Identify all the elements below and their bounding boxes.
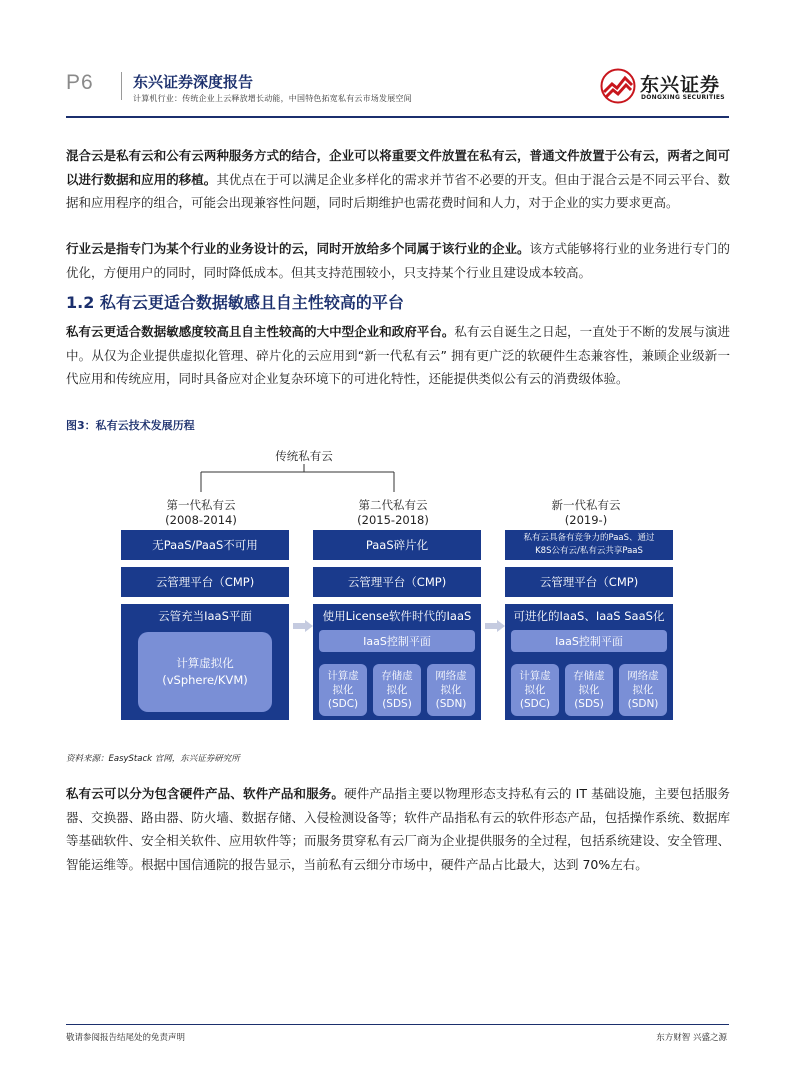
paragraph-industry-cloud bbox=[66, 237, 730, 284]
sub-abbr: (SDN) bbox=[627, 698, 659, 710]
logo-english-text: DONGXING SECURITIES bbox=[641, 94, 725, 101]
gen3-cmp-box: 云管理平台（CMP) bbox=[505, 567, 673, 597]
sub-label: 拟化 bbox=[386, 684, 408, 696]
gen3-compute-virtualization bbox=[511, 664, 559, 716]
page-number: P6 bbox=[66, 71, 94, 94]
sub-abbr: (SDS) bbox=[574, 698, 604, 710]
sub-label: 拟化 bbox=[332, 684, 354, 696]
sub-abbr: (SDC) bbox=[327, 698, 359, 710]
sub-abbr: (SDS) bbox=[382, 698, 412, 710]
footer-slogan: 东方财智 兴盛之源 bbox=[656, 1033, 727, 1043]
sub-label: 拟化 bbox=[632, 684, 654, 696]
report-subtitle: 计算机行业：传统企业上云释放增长动能，中国特色拓宽私有云市场发展空间 bbox=[133, 94, 412, 103]
gen2-paas-box: PaaS碎片化 bbox=[313, 530, 481, 560]
sub-label: 拟化 bbox=[440, 684, 462, 696]
gen3-network-virtualization bbox=[619, 664, 667, 716]
sub-label: 网络虚 bbox=[435, 670, 467, 682]
gen1-iaas-panel bbox=[121, 604, 289, 720]
paragraph-lead: 私有云更适合数据敏感度较高且自主性较高的大中型企业和政府平台。 bbox=[66, 324, 455, 339]
gen3-years: (2019-) bbox=[564, 513, 608, 527]
sub-label: 存储虚 bbox=[381, 670, 413, 682]
gen1-paas-box: 无PaaS/PaaS不可用 bbox=[121, 530, 289, 560]
gen1-cmp-box: 云管理平台（CMP) bbox=[121, 567, 289, 597]
paragraph-body: 其优点在于可以满足企业多样化的需求并节省不必要的开支。但由于混合云是不同云平台、数据和应用程序的组合，可能会出现兼容性问题，同时后期维护也需花费时间和人力，对于企业的实力要求更高。 bbox=[66, 171, 730, 210]
header-divider bbox=[121, 72, 122, 100]
company-logo bbox=[600, 66, 730, 106]
figure-title: 图3：私有云技术发展历程 bbox=[66, 419, 195, 432]
paragraph-private-cloud-segments bbox=[66, 782, 730, 876]
gen2-storage-virtualization bbox=[373, 664, 421, 716]
gen2-years: (2015-2018) bbox=[357, 513, 429, 527]
gen2-name: 第二代私有云 bbox=[358, 498, 428, 512]
paragraph-lead: 私有云可以分为包含硬件产品、软件产品和服务。 bbox=[66, 786, 345, 801]
sub-label: 计算虚 bbox=[327, 670, 359, 682]
gen3-iaas-title: 可进化的IaaS、IaaS SaaS化 bbox=[513, 609, 665, 623]
header-rule bbox=[66, 116, 729, 118]
logo-mark-icon bbox=[600, 68, 636, 104]
figure-source: 资料来源：EasyStack 官网，东兴证券研究所 bbox=[66, 754, 240, 764]
gen3-name: 新一代私有云 bbox=[551, 498, 621, 512]
footer-rule bbox=[66, 1024, 729, 1025]
gen3-paas-line1: 私有云具备有竞争力的PaaS、通过 bbox=[523, 533, 655, 543]
gen3-control-plane: IaaS控制平面 bbox=[511, 630, 667, 652]
gen1-name: 第一代私有云 bbox=[166, 498, 236, 512]
paragraph-lead: 混合云是私有云和公有云两种服务方式的结合，企业可以将重要文件放置在私有云，普通文件放置于公有云，两者之间可以进行数据和应用的移植。 bbox=[66, 148, 730, 187]
gen1-virtualization-label: 计算虚拟化 bbox=[176, 656, 234, 670]
gen2-compute-virtualization bbox=[319, 664, 367, 716]
sub-label: 拟化 bbox=[524, 684, 546, 696]
sub-abbr: (SDN) bbox=[435, 698, 467, 710]
sub-label: 拟化 bbox=[578, 684, 600, 696]
logo-text: 东兴证券 bbox=[640, 74, 721, 96]
report-title: 东兴证券深度报告 bbox=[133, 73, 254, 91]
paragraph-lead: 行业云是指专门为某个行业的业务设计的云，同时开放给多个同属于该行业的企业。 bbox=[66, 241, 530, 256]
paragraph-hybrid-cloud bbox=[66, 144, 730, 215]
gen2-iaas-panel bbox=[313, 604, 481, 720]
gen3-storage-virtualization bbox=[565, 664, 613, 716]
arrow-right-icon bbox=[293, 620, 313, 632]
sub-label: 计算虚 bbox=[519, 670, 551, 682]
paragraph-private-cloud bbox=[66, 320, 730, 391]
traditional-private-cloud-label: 传统私有云 bbox=[275, 449, 333, 463]
sub-abbr: (SDC) bbox=[519, 698, 551, 710]
gen1-iaas-title: 云管充当IaaS平面 bbox=[158, 609, 252, 623]
paragraph-body: 私有云自诞生之日起，一直处于不断的发展与演进中。从仅为企业提供虚拟化管理、碎片化的云应用到“新一代私有云” 拥有更广泛的软硬件生态兼容性，兼顾企业级新一代应用和传统应用，同时具备应对企业复杂环境下的可进化特性，还能提供类似公有云的消费级体验。 bbox=[66, 324, 730, 386]
gen2-iaas-title: 使用License软件时代的IaaS bbox=[322, 609, 472, 623]
gen2-control-plane: IaaS控制平面 bbox=[319, 630, 475, 652]
sub-label: 网络虚 bbox=[627, 670, 659, 682]
gen1-virtualization-detail: (vSphere/KVM) bbox=[162, 673, 248, 687]
paragraph-body: 硬件产品指主要以物理形态支持私有云的 IT 基础设施，主要包括服务器、交换器、路由器、防火墙、数据存储、入侵检测设备等；软件产品指私有云的软件形态产品，包括操作系统、数据库等基础软件、安全相关软件、应用软件等；而服务贯穿私有云厂商为企业提供服务的全过程，包括系统建设、安全管理、智能运维等。根据中国信通院的报告显示，当前私有云细分市场中，硬件产品占比最大，达到 70%左右。 bbox=[66, 786, 730, 872]
section-heading: 1.2 私有云更适合数据敏感且自主性较高的平台 bbox=[66, 293, 404, 312]
footer-disclaimer: 敬请参阅报告结尾处的免责声明 bbox=[66, 1033, 186, 1043]
gen3-iaas-panel bbox=[505, 604, 673, 720]
gen2-network-virtualization bbox=[427, 664, 475, 716]
sub-label: 存储虚 bbox=[573, 670, 605, 682]
gen3-paas-box bbox=[505, 530, 673, 560]
gen1-years: (2008-2014) bbox=[165, 513, 237, 527]
paragraph-body: 该方式能够将行业的业务进行专门的优化，方便用户的同时，同时降低成本。但其支持范围较小，只支持某个行业且建设成本较高。 bbox=[66, 241, 730, 280]
arrow-right-icon bbox=[485, 620, 505, 632]
gen1-virtualization-box bbox=[138, 632, 272, 712]
gen2-cmp-box: 云管理平台（CMP) bbox=[313, 567, 481, 597]
private-cloud-evolution-diagram bbox=[66, 442, 730, 742]
gen3-paas-line2: K8S公有云/私有云共享PaaS bbox=[535, 546, 643, 556]
